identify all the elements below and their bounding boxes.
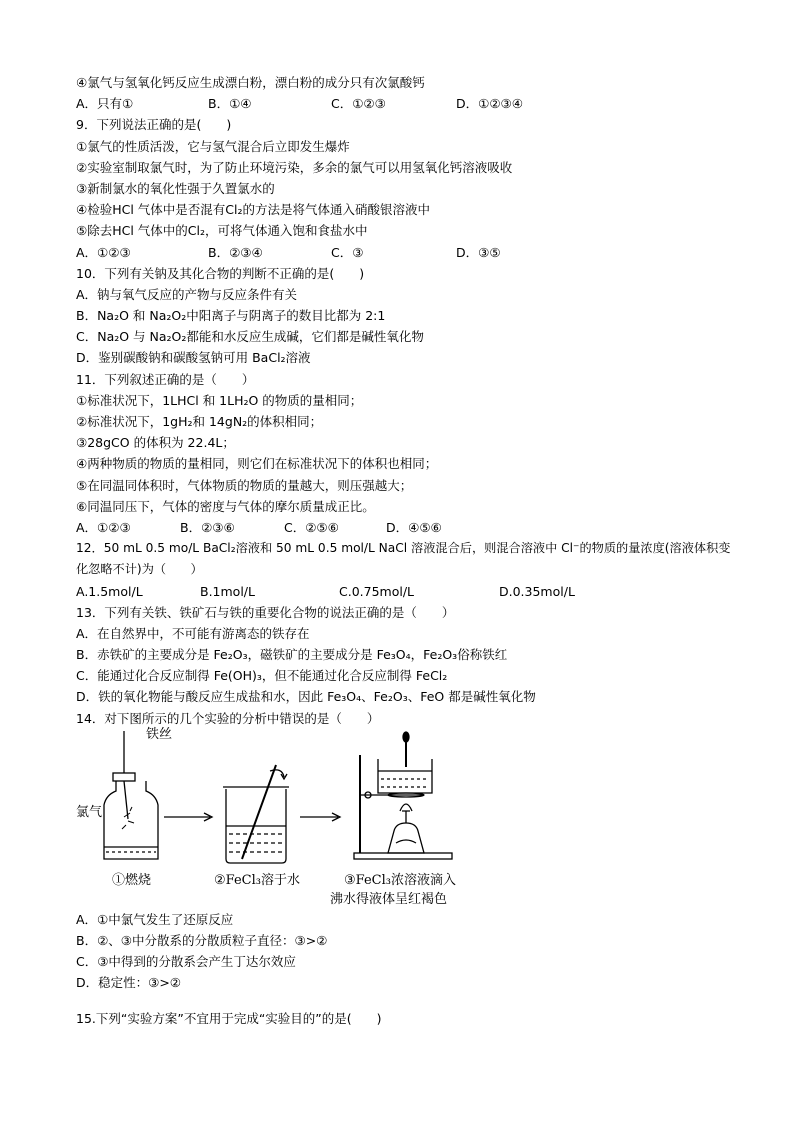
q10-option: A．钠与氧气反应的产物与反应条件有关 [76, 286, 298, 302]
q9-item: ⑤除去HCl 气体中的Cl₂，可将气体通入饱和食盐水中 [76, 223, 368, 239]
q11-item: ③28gCO 的体积为 22.4L； [76, 435, 235, 451]
heating-apparatus-icon [354, 732, 452, 859]
q13-option: B．赤铁矿的主要成分是 Fe₂O₃，磁铁矿的主要成分是 Fe₃O₄，Fe₂O₃俗称铁红 [76, 647, 508, 663]
q14-stem: 14．对下图所示的几个实验的分析中错误的是（ ） [76, 710, 380, 726]
q13-option: A．在自然界中，不可能有游离态的铁存在 [76, 625, 310, 641]
q12-option-a: A.1.5mol/L [76, 583, 143, 599]
q9-option-c: C．③ [331, 244, 364, 260]
caption-3b: 沸水得液体呈红褐色 [330, 891, 448, 907]
q12-option-b: B.1mol/L [200, 583, 255, 599]
q11-option-b: B．②③⑥ [180, 519, 235, 535]
q12-option-d: D.0.35mol/L [499, 583, 575, 599]
q8-option-a: A．只有① [76, 96, 134, 112]
q11-item: ①标准状况下，1LHCl 和 1LH₂O 的物质的量相同； [76, 392, 363, 408]
q9-item: ③新制氯水的氧化性强于久置氯水的 [76, 180, 275, 196]
q13-stem: 13．下列有关铁、铁矿石与铁的重要化合物的说法正确的是（ ） [76, 604, 455, 620]
q15-stem: 15.下列“实验方案”不宜用于完成“实验目的”的是( ) [76, 1010, 382, 1026]
q11-option-d: D．④⑤⑥ [386, 519, 442, 535]
q11-options [76, 517, 736, 538]
q10-option: B．Na₂O 和 Na₂O₂中阳离子与阴离子的数目比都为 2:1 [76, 308, 386, 324]
caption-1: ①燃烧 [112, 872, 152, 888]
q14-option: D．稳定性：③>② [76, 975, 182, 991]
q8-statement-4: ④氯气与氢氧化钙反应生成漂白粉，漂白粉的成分只有次氯酸钙 [76, 75, 425, 90]
q8-option-d: D．①②③④ [456, 96, 523, 112]
q8-option-b: B．①④ [208, 96, 252, 112]
label-iron-wire: 铁丝 [146, 726, 173, 742]
q11-option-c: C．②⑤⑥ [284, 519, 339, 535]
q10-option: D．鉴别碳酸钠和碳酸氢钠可用 BaCl₂溶液 [76, 350, 311, 366]
q9-option-d: D．③⑤ [456, 244, 501, 260]
q11-option-a: A．①②③ [76, 519, 131, 535]
exam-page [76, 72, 736, 1029]
beaker-icon [223, 765, 289, 863]
q13-option: C．能通过化合反应制得 Fe(OH)₃，但不能通过化合反应制得 FeCl₂ [76, 668, 448, 684]
q14-figure [76, 726, 736, 909]
q13-option: D．铁的氧化物能与酸反应生成盐和水，因此 Fe₃O₄、Fe₂O₃、FeO 都是碱性氧化物 [76, 689, 536, 705]
q12-options [76, 581, 736, 602]
q9-item: ①氯气的性质活泼，它与氢气混合后立即发生爆炸 [76, 138, 350, 154]
q14-option: B．②、③中分散系的分散质粒子直径：③>② [76, 933, 328, 949]
q11-item: ④两种物质的物质的量相同，则它们在标准状况下的体积也相同； [76, 456, 438, 472]
q9-option-b: B．②③④ [208, 244, 263, 260]
caption-3a: ③FeCl₃浓溶液滴入 [344, 872, 456, 888]
q8-option-c: C．①②③ [331, 96, 386, 112]
q8-options [76, 93, 736, 114]
q11-item: ⑤在同温同体积时，气体物质的物质的量越大，则压强越大； [76, 477, 413, 493]
q9-item: ②实验室制取氯气时，为了防止环境污染，多余的氯气可以用氢氧化钙溶液吸收 [76, 159, 513, 175]
q10-option: C．Na₂O 与 Na₂O₂都能和水反应生成碱，它们都是碱性氧化物 [76, 329, 424, 345]
q11-item: ②标准状况下，1gH₂和 14gN₂的体积相同； [76, 414, 323, 429]
q9-stem: 9．下列说法正确的是( ) [76, 117, 232, 133]
q10-stem: 10．下列有关钠及其化合物的判断不正确的是( ) [76, 265, 365, 281]
q14-option: A．①中氯气发生了还原反应 [76, 911, 234, 927]
q9-item: ④检验HCl 气体中是否混有Cl₂的方法是将气体通入硝酸银溶液中 [76, 202, 430, 218]
q11-item: ⑥同温同压下，气体的密度与气体的摩尔质量成正比。 [76, 498, 375, 514]
q14-option: C．③中得到的分散系会产生丁达尔效应 [76, 954, 296, 970]
q12-stem: 12．50 mL 0.5 mo/L BaCl₂溶液和 50 mL 0.5 mol/L NaCl 溶液混合后，则混合溶液中 Cl⁻的物质的量浓度(溶液体积变化忽略不计)为（ ） [76, 541, 731, 577]
q9-option-a: A．①②③ [76, 244, 131, 260]
label-chlorine: 氯气 [76, 804, 103, 820]
q12-option-c: C.0.75mol/L [339, 583, 415, 599]
gas-bottle-icon [104, 731, 158, 859]
q9-options [76, 242, 736, 263]
caption-2: ②FeCl₃溶于水 [214, 872, 300, 888]
q11-stem: 11．下列叙述正确的是（ ） [76, 371, 255, 387]
